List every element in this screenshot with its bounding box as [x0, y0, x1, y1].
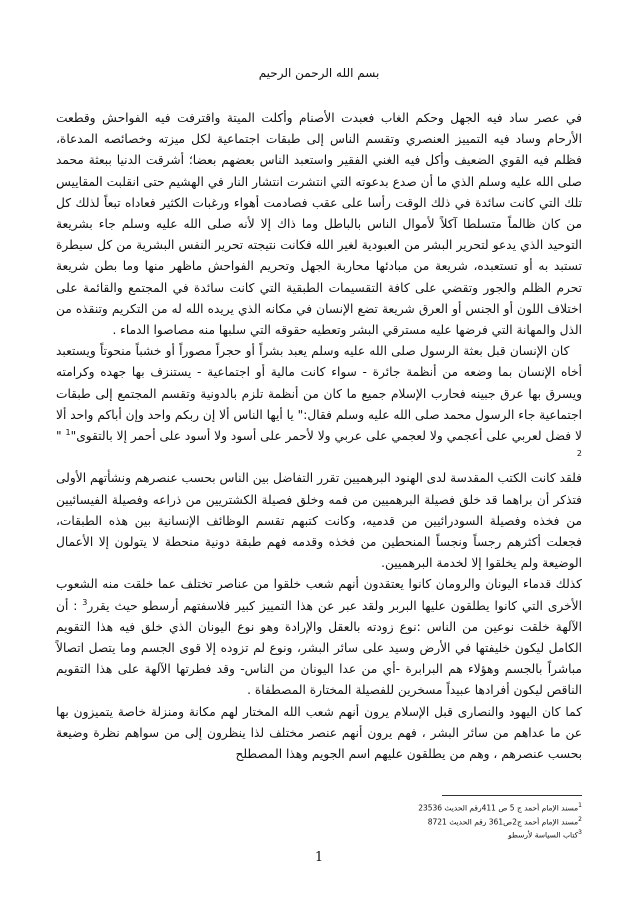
paragraph-2	[56, 341, 582, 468]
footnote-1: $^1$مسند الإمام أحمد ج 5 ص 411رقم الحديث 23536	[418, 802, 582, 813]
paragraph-4	[56, 574, 582, 701]
aristotle-quote: : أن الآلهة خلقت نوعين من الناس :نوع زودته بالعقل والإرادة وهو نوع	[56, 598, 582, 634]
footnote-2: $^2$مسند الإمام أحمد ج2ص361 رقم الحديث 8721	[427, 815, 582, 826]
quote-mid: "	[56, 429, 66, 444]
paragraph-3: فلقد كانت الكتب المقدسة لدى الهنود البرهميين تقرر التفاضل بين الناس بحسب عنصرهم ونشأتهم الأولى فتذكر أن براهما قد خلق فصيلة البرهميين من فمه وخلق فصيلة الكشتريين من ذراعه وفصيلة الفيسائيين من فخذه وفصيلة السودرائيين من قدميه، وكانت كتبهم تقسم الوظائف الإنسانية بين هذه الطبقات، فجعلت أكثرهم رجساً ونجساً المنحطين من فخذه وقدمه فهم طبقة دونية منحطة لا يتولون إلا الأعمال الوضيعة ولم يخلقوا إلا لخدمة البرهميين.	[56, 471, 582, 571]
paragraph-4-continuation: اليونان الذي خلق فيه هذا التقويم الكامل ليكون خليفتها في الأرض وسيد على سائر البشر، ونوع لم تزوده إلا قوى الجسم وما يتصل اتصالاً مباشراً بالجسم وهؤلاء هم البرابرة -أي من عدا اليونان من الناس- وقد فطرتها الآلهة على هذا التقويم الناقص ليكون أفرادها عبيداً مسخرين للفصيلة المختارة المصطفاة .	[56, 619, 582, 698]
footnote-mark-3: 3	[82, 597, 88, 607]
footnote-mark-2: 2	[576, 449, 582, 459]
paragraph-4-text: كذلك قدماء اليونان والرومان كانوا يعتقدون أنهم شعب خلقوا من عناصر تختلف عما خلقت منه الشعوب الأخرى التي كانوا يطلقون عليها البربر ولقد عبر عن هذا التمييز كبير فلاسفتهم أرسطو حيث يقرر	[56, 577, 582, 613]
page-number: 1	[314, 850, 324, 865]
footnote-separator	[442, 795, 582, 796]
footnotes-section	[56, 795, 582, 841]
basmala-heading: بسم الله الرحمن الرحيم	[258, 66, 380, 80]
paragraph-5: كما كان اليهود والنصارى قبل الإسلام يرون أنهم شعب الله المختار لهم مكانة ومنزلة خاصة يتميزون بها عن ما عداهم من سائر البشر ، فهم يرون أنهم عنصر مختلف لذا ينظرون إلى من سواهم نظرة وضيعة بحسب عنصرهم ، وهم من يطلقون عليهم اسم الجويم وهذا المصطلح	[56, 704, 582, 762]
paragraph-2-text: كان الإنسان قبل بعثة الرسول صلى الله عليه وسلم يعبد بشراً أو حجراً مصوراً أو خشباً منحوتاً ويستعبد أخاه الإنسان بما وضعه من أنظمة جائرة - سواء كانت مالية أو اجتماعية - يستنزف بها جهده وكرامته ويسرق بها عرق جبينه فحارب الإسلام جميع ما كان من أنظمة تلزم بالدونية وتقسم المجتمع إلى طبقات اجتماعية جاء الرسول محمد صلى الله عليه وسلم فقال:" يا أيها الناس ألا إن ربكم واحد وإن أباكم واحد ألا لا فضل لعربي على أعجمي ولا لعجمي على عربي ولا لأحمر على أسود ولا أسود على أحمر إلا بالتقوى"	[56, 344, 582, 444]
footnote-mark-1: 1	[65, 427, 71, 437]
footnote-3: $^3$كتاب السياسة لأرسطو	[508, 829, 582, 840]
paragraph-1: في عصر ساد فيه الجهل وحكم الغاب فعبدت الأصنام وأكلت الميتة واقترفت فيه الفواحش وقطعت الأرحام وساد فيه التمييز العنصري وتقسم الناس إلى طبقات اجتماعية لكل ميزته وخصائصه المدعاة، فظلم فيه القوي الضعيف وأكل فيه الغني الفقير واستعبد الناس بعضهم بعضا؛ أشرقت الدنيا ببعثة محمد صلى الله عليه وسلم الذي ما أن صدع بدعوته التي انتشرت انتشار النار في الهشيم حتى انقلبت المقاييس تلك التي كانت سائدة في ذلك الوقت رأسا على عقب فصادمت أهواء ورغبات الكثير فعاداه تبعاً لذلك كل من كان ظالماً متسلطا آكلاً لأموال الناس بالباطل وما ذاك إلا لأنه صلى الله عليه وسلم جاء بشريعة التوحيد الذي يدعو لتحرير البشر من العبودية لغير الله فكانت نتيجته تحرير النفس البشرية من كل سيطرة تستبد به أو تستعبده، شريعة من مبادئها محاربة الجهل وتحريم الفواحش ماظهر منها وما بطن شريعة تحرم الظلم والجور وتقضي على كافة التقسيمات الطبقية التي كانت سائدة في المجتمع والقائمة على اختلاف اللون أو الجنس أو العرق شريعة تضع الإنسان في مكانه الذي يريده الله له من التكريم وتنقذه من الذل والمهانة التي فرضها عليه مسترقي البشر وتعطيه حقوقه التي سلبها منه مصاصوا الدماء .	[56, 111, 582, 338]
